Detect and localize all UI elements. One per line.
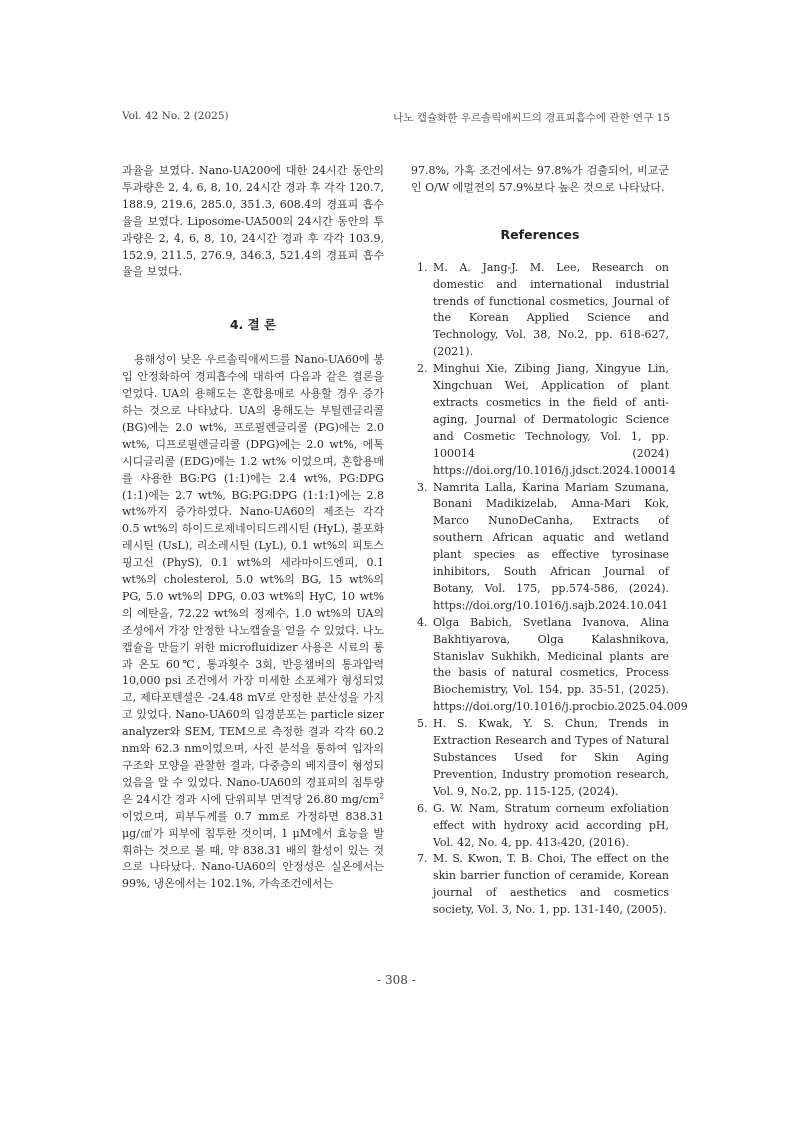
page-number: - 308 - — [377, 973, 416, 987]
reference-item — [411, 801, 669, 852]
reference-text: M. A. Jang-J. M. Lee, Research on domestic and international industrial trends of functional cosmetics, Journal of the Korean Applied Science and Technology, Vol. 38, No.2, pp. 618-627, (2021). — [433, 260, 669, 359]
results-paragraph: 과율을 보였다. Nano-UA200에 대한 24시간 동안의 투과량은 2, 4, 6, 8, 10, 24시간 경과 후 각각 120.7, 188.9, 219.6, 285.0, 351.3, 608.4의 경표피 흡수율을 보였다. Liposome-UA500의 24시간 동안의 투과량은 2, 4, 6, 8, 10, 24시간 경과 후 각각 103.9, 152.9, 211.5, 276.9, 346.3, 521.4의 경표피 흡수율을 보였다. — [122, 164, 384, 279]
reference-item — [411, 480, 669, 615]
conclusion-paragraph — [122, 352, 384, 893]
reference-text: Namrita Lalla, Karina Mariam Szumana, Bonani Madikizelab, Anna-Mari Kok, Marco NunoDeCanha, Extracts of southern African aquatic and wetland plant species as effective tyrosinase inhibitors, South African Journal of Botany, Vol. 175, pp.574-586, (2024). https://doi.org/10.1016/j.sajb.2024.10.041 — [433, 480, 669, 612]
conclusion-text-part2: 이었으며, 피부두께를 0.7 mm로 가정하면 838.31 μg/㎤가 피부에 침투한 것이며, 1 μM에서 효능을 발휘하는 것으로 볼 때, 약 838.31 배의 활성이 있는 것으로 나타났다. Nano-UA60의 안정성은 실온에서는 99%, 냉온에서는 102.1%, 가속조건에서는 — [122, 809, 384, 891]
reference-number: 1. — [417, 260, 428, 274]
reference-text: M. S. Kwon, T. B. Choi, The effect on the skin barrier function of ceramide, Korean journal of aesthetics and cosmetics society, Vol. 3, No. 1, pp. 131-140, (2005). — [433, 852, 669, 917]
reference-item — [411, 716, 669, 801]
reference-text: Olga Babich, Svetlana Ivanova, Alina Bakhtiyarova, Olga Kalashnikova, Stanislav Sukhikh, Medicinal plants are the basis of natural cosmetics, Process Biochemistry, Vol. 154, pp. 35-51, (2025). https://doi.org/10.1016/j.procbio.2025.04.009 — [433, 615, 688, 714]
reference-list — [411, 260, 688, 919]
reference-number: 6. — [417, 801, 428, 815]
running-title: 나노 캡슐화한 우르솔릭애씨드의 경표피흡수에 관한 연구 15 — [393, 112, 670, 124]
left-column — [122, 163, 384, 893]
reference-number: 4. — [417, 615, 428, 629]
reference-text: Minghui Xie, Zibing Jiang, Xingyue Lin, Xingchuan Wei, Application of plant extracts cosmetics in the field of anti-aging, Journal of Dermatologic Science and Cosmetic Technology, Vol. 1, pp. 100014 (2024) https://doi.org/10.1016/j.jdsct.2024.100014 — [433, 362, 676, 477]
references-title: References — [500, 226, 580, 242]
reference-text: G. W. Nam, Stratum corneum exfoliation effect with hydroxy acid according pH, Vol. 42, No. 4, pp. 413-420, (2016). — [433, 801, 669, 849]
superscript-unit: 2 — [379, 791, 384, 801]
section-title-conclusion: 4. 결 론 — [229, 317, 277, 333]
reference-item — [411, 260, 669, 361]
reference-item — [411, 615, 688, 716]
conclusion-text-part1: 용해성이 낮은 우르솔릭애씨드를 Nano-UA60에 봉입 안정화하여 경피흡수에 대하여 다음과 같은 결론을 얻었다. UA의 용해도는 혼합용매로 사용할 경우 증가하는 것으로 나타났다. UA의 용해도는 부틸렌글리콜 (BG)에는 2.0 wt%, 프로필렌글리콜 (PG)에는 2.0 wt%, 디프로필렌글리콜 (DPG)에는 2.0 wt%, 에톡시디글리콜 (EDG)에는 1.2 wt% 이었으며, 혼합용매를 사용한 BG:PG (1:1)에는 2.4 wt%, PG:DPG (1:1)에는 2.7 wt%, BG:PG:DPG (1:1:1)에는 2.8 wt%까지 증가하였다. Nano-UA60의 제조는 각각 0.5 wt%의 하이드로제네이티드레시틴 (HyL), 불포화레시틴 (UsL), 리소레시틴 (LyL), 0.1 wt%의 피토스핑고신 (PhyS), 0.1 wt%의 세라마이드엔피, 0.1 wt%의 cholesterol, 5.0 wt%의 BG, 15 wt%의 PG, 5.0 wt%의 DPG, 0.03 wt%의 HyC, 10 wt%의 에탄올, 72.22 wt%의 정제수, 1.0 wt%의 UA의 조성에서 가장 안정한 나노캡슐을 얻을 수 있었다. 나노 캡슐을 만들기 위한 microfluidizer 사용은 시료의 통과 온도 60℃, 통과횟수 3회, 반응챔버의 통과압력 10,000 psi 조건에서 가장 미세한 소포체가 형성되었고, 제타포텐셜은 -24.48 mV로 안정한 분산성을 가지고 있었다. Nano-UA60의 입경분포는 particle sizer analyzer와 SEM, TEM으로 측정한 결과 각각 60.2 nm와 62.3 nm이었으며, 사진 분석을 통하여 입자의 구조와 모양을 관찰한 결과, 다중층의 베지클이 형성되었음을 알 수 있었다. Nano-UA60의 경표피의 침투량은 24시간 경과 시에 단위피부 면적당 26.80 mg/cm — [122, 353, 384, 806]
running-header — [122, 110, 670, 126]
reference-number: 7. — [417, 852, 428, 866]
right-column — [411, 163, 688, 919]
journal-volume: Vol. 42 No. 2 (2025) — [122, 110, 229, 122]
reference-text: H. S. Kwak, Y. S. Chun, Trends in Extraction Research and Types of Natural Substances Used for Skin Aging Prevention, Industry promotion research, Vol. 9, No.2, pp. 115-125, (2024). — [433, 717, 669, 798]
conclusion-continued: 97.8%, 가혹 조건에서는 97.8%가 검출되어, 비교군인 O/W 에멀젼의 57.9%보다 높은 것으로 나타났다. — [411, 164, 669, 194]
reference-item — [411, 851, 669, 919]
reference-number: 3. — [417, 480, 428, 494]
reference-item — [411, 361, 676, 479]
reference-number: 5. — [417, 717, 428, 731]
reference-number: 2. — [417, 362, 428, 376]
